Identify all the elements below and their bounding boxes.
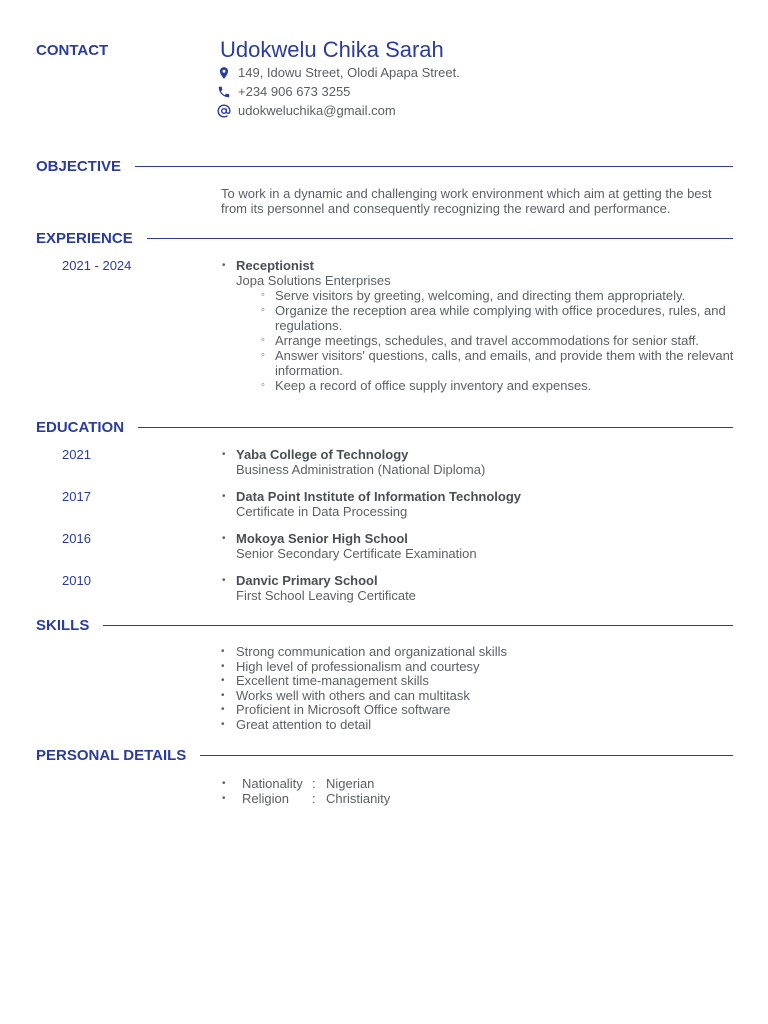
skills-list [236, 645, 736, 733]
at-sign-icon [217, 104, 231, 118]
address-text: 149, Idowu Street, Olodi Apapa Street. [238, 65, 460, 80]
company-name: Jopa Solutions Enterprises [236, 273, 391, 288]
school-name: Danvic Primary School [236, 573, 378, 588]
section-divider [147, 238, 733, 239]
qualification: Business Administration (National Diploma) [236, 462, 486, 477]
skill-item: • Works well with others and can multitask [236, 689, 736, 704]
detail-colon: : [312, 776, 316, 791]
objective-section-header [36, 156, 733, 176]
email-link[interactable]: udokweluchika@gmail.com [238, 103, 396, 118]
skills-section-header [36, 615, 733, 635]
bullet-icon: • [222, 793, 226, 804]
skill-item: • Proficient in Microsoft Office software [236, 703, 736, 718]
detail-key: Nationality [242, 776, 303, 791]
duty-item: ◦ Arrange meetings, schedules, and travel accommodations for senior staff. [275, 333, 736, 348]
skill-item: • Excellent time-management skills [236, 674, 736, 689]
address-row [217, 65, 460, 80]
experience-entry [222, 258, 736, 393]
education-entry [222, 531, 736, 561]
phone-row [217, 84, 350, 99]
section-divider [138, 427, 733, 428]
bullet-icon: • [222, 575, 226, 586]
skills-list-container [236, 645, 736, 733]
email-row[interactable] [217, 103, 396, 118]
bullet-icon: • [222, 533, 226, 544]
objective-heading: OBJECTIVE [36, 157, 122, 175]
skill-item: • Strong communication and organizational skills [236, 645, 736, 660]
school-name: Yaba College of Technology [236, 447, 409, 462]
experience-heading: EXPERIENCE [36, 229, 133, 247]
education-year: 2021 [62, 447, 91, 462]
skill-item: • High level of professionalism and courtesy [236, 660, 736, 675]
person-name: Udokwelu Chika Sarah [220, 37, 444, 62]
education-section-header [36, 417, 733, 437]
location-pin-icon [217, 66, 231, 80]
experience-section-header [36, 228, 733, 248]
contact-heading: CONTACT [36, 42, 109, 59]
qualification: Certificate in Data Processing [236, 504, 408, 519]
detail-key: Religion [242, 791, 289, 806]
skills-heading: SKILLS [36, 616, 90, 634]
personal-detail-row [222, 776, 390, 791]
skill-item: • Great attention to detail [236, 718, 736, 733]
job-role: Receptionist [236, 258, 315, 273]
detail-colon: : [312, 791, 316, 806]
education-entry [222, 447, 736, 477]
education-heading: EDUCATION [36, 418, 125, 436]
duty-item: ◦ Keep a record of office supply inventory and expenses. [275, 378, 736, 393]
qualification: Senior Secondary Certificate Examination [236, 546, 477, 561]
section-divider [200, 755, 733, 756]
personal-details-heading: PERSONAL DETAILS [36, 746, 187, 764]
duty-item: ◦ Answer visitors' questions, calls, and emails, and provide them with the relevant information. [275, 348, 736, 378]
personal-detail-row [222, 791, 391, 806]
objective-text: To work in a dynamic and challenging work environment which aim at getting the best from its personnel and consequently recognizing the reward and performance. [221, 186, 712, 216]
school-name: Data Point Institute of Information Technology [236, 489, 522, 504]
school-name: Mokoya Senior High School [236, 531, 408, 546]
duty-item: ◦ Serve visitors by greeting, welcoming, and directing them appropriately. [275, 288, 736, 303]
section-divider [135, 166, 733, 167]
experience-years: 2021 - 2024 [62, 258, 132, 273]
education-year: 2017 [62, 489, 91, 504]
phone-text: +234 906 673 3255 [238, 84, 351, 99]
bullet-icon: • [222, 491, 226, 502]
education-entry [222, 489, 736, 519]
education-year: 2016 [62, 531, 91, 546]
detail-value: Christianity [326, 791, 391, 806]
bullet-icon: • [222, 260, 226, 271]
qualification: First School Leaving Certificate [236, 588, 416, 603]
bullet-icon: • [222, 778, 226, 789]
duty-list [236, 288, 736, 393]
detail-value: Nigerian [326, 776, 375, 791]
personal-details-section-header [36, 745, 733, 765]
phone-icon [217, 85, 231, 99]
duty-item: ◦ Organize the reception area while complying with office procedures, rules, and regulations. [275, 303, 736, 333]
bullet-icon: • [222, 449, 226, 460]
section-divider [103, 625, 733, 626]
personal-details-list [222, 776, 391, 806]
education-entry [222, 573, 736, 603]
education-year: 2010 [62, 573, 91, 588]
